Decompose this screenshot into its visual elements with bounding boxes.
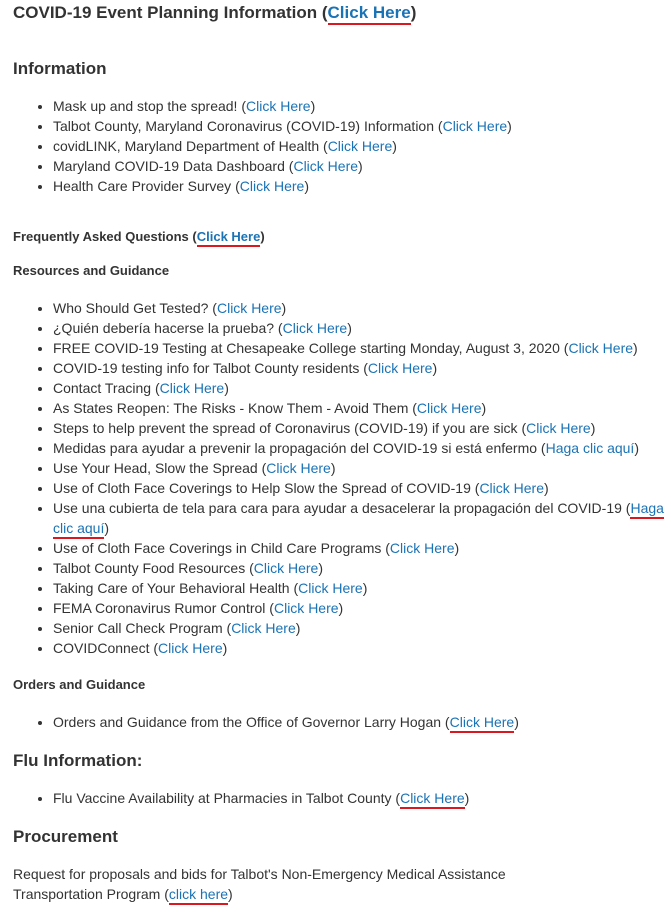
list-item: • Taking Care of Your Behavioral Health (Click Here): [53, 578, 665, 598]
information-heading: Information: [13, 59, 107, 78]
orders-link[interactable]: Click Here: [450, 714, 515, 733]
info-link[interactable]: Click Here: [327, 138, 393, 154]
resource-link[interactable]: Click Here: [273, 600, 339, 616]
list-item: • Who Should Get Tested? (Click Here): [53, 298, 665, 318]
resource-link[interactable]: Click Here: [416, 400, 482, 416]
flu-heading: Flu Information:: [13, 751, 143, 770]
event-planning-link[interactable]: Click Here: [328, 3, 411, 25]
faq-heading: Frequently Asked Questions (Click Here): [13, 227, 265, 247]
resource-link[interactable]: Click Here: [159, 380, 225, 396]
flu-link[interactable]: Click Here: [400, 790, 465, 809]
flu-list: [13, 788, 665, 808]
list-item: • Talbot County Food Resources (Click Here): [53, 558, 665, 578]
orders-list: [13, 712, 665, 732]
resource-link[interactable]: Click Here: [389, 540, 455, 556]
list-item: • Medidas para ayudar a prevenir la propagación del COVID-19 si está enfermo (Haga clic aquí): [53, 438, 665, 458]
list-item: • Talbot County, Maryland Coronavirus (COVID-19) Information (Click Here): [53, 116, 665, 136]
list-item: • Steps to help prevent the spread of Coronavirus (COVID-19) if you are sick (Click Here): [53, 418, 665, 438]
list-item: • Use of Cloth Face Coverings in Child Care Programs (Click Here): [53, 538, 665, 558]
resource-link[interactable]: Click Here: [253, 560, 319, 576]
resource-link[interactable]: Click Here: [298, 580, 363, 596]
resource-link[interactable]: Click Here: [158, 640, 223, 656]
resource-link[interactable]: Click Here: [216, 300, 282, 316]
list-item: • Health Care Provider Survey (Click Here): [53, 176, 665, 196]
resource-link[interactable]: Click Here: [266, 460, 331, 476]
resources-list: [13, 298, 665, 658]
page-title: COVID-19 Event Planning Information (Click Here): [13, 1, 416, 25]
list-item: • Senior Call Check Program (Click Here): [53, 618, 665, 638]
resources-heading: Resources and Guidance: [13, 263, 170, 278]
resource-link[interactable]: Click Here: [367, 360, 433, 376]
list-item: • As States Reopen: The Risks - Know Them - Avoid Them (Click Here): [53, 398, 665, 418]
list-item: • Orders and Guidance from the Office of Governor Larry Hogan (Click Here): [53, 712, 665, 732]
list-item: • covidLINK, Maryland Department of Health (Click Here): [53, 136, 665, 156]
list-item: • ¿Quién debería hacerse la prueba? (Click Here): [53, 318, 665, 338]
info-link[interactable]: Click Here: [246, 98, 311, 114]
list-item: • COVIDConnect (Click Here): [53, 638, 665, 658]
list-item: • Mask up and stop the spread! (Click Here): [53, 96, 665, 116]
list-item: • Use una cubierta de tela para cara para ayudar a desacelerar la propagación del COVID-19 (Haga clic aquí): [53, 498, 665, 538]
list-item: • Use Your Head, Slow the Spread (Click Here): [53, 458, 665, 478]
page-title-text: COVID-19 Event Planning Information: [13, 3, 318, 22]
info-link[interactable]: Click Here: [442, 118, 508, 134]
orders-heading: Orders and Guidance: [13, 677, 146, 692]
list-item: • FREE COVID-19 Testing at Chesapeake College starting Monday, August 3, 2020 (Click Here): [53, 338, 665, 358]
list-item: • Flu Vaccine Availability at Pharmacies in Talbot County (Click Here): [53, 788, 665, 808]
info-link[interactable]: Click Here: [239, 178, 305, 194]
list-item: • Maryland COVID-19 Data Dashboard (Click Here): [53, 156, 665, 176]
resource-link[interactable]: Click Here: [231, 620, 296, 636]
resource-link[interactable]: Click Here: [526, 420, 591, 436]
procurement-link[interactable]: click here: [169, 886, 228, 905]
resource-link[interactable]: Haga clic aquí: [545, 440, 635, 456]
resource-link[interactable]: Haga clic aquí: [53, 500, 664, 539]
procurement-text: Request for proposals and bids for Talbot's Non-Emergency Medical Assistance Transportation Program (click here): [13, 864, 533, 904]
list-item: • Contact Tracing (Click Here): [53, 378, 665, 398]
list-item: • FEMA Coronavirus Rumor Control (Click Here): [53, 598, 665, 618]
resource-link[interactable]: Click Here: [568, 340, 634, 356]
list-item: • COVID-19 testing info for Talbot County residents (Click Here): [53, 358, 665, 378]
resource-link[interactable]: Click Here: [282, 320, 348, 336]
procurement-heading: Procurement: [13, 827, 118, 846]
information-list: [13, 96, 665, 196]
info-link[interactable]: Click Here: [293, 158, 359, 174]
faq-link[interactable]: Click Here: [197, 229, 261, 247]
list-item: • Use of Cloth Face Coverings to Help Slow the Spread of COVID-19 (Click Here): [53, 478, 665, 498]
resource-link[interactable]: Click Here: [479, 480, 545, 496]
